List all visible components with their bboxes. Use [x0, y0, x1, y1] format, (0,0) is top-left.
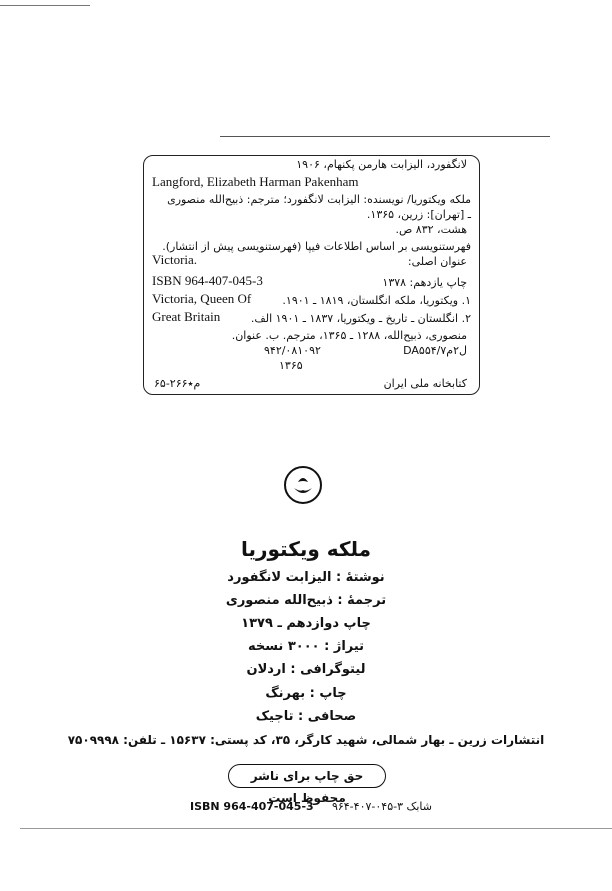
print-run: تیراژ : ۳۰۰۰ نسخه — [247, 639, 365, 654]
card-year: ۱۳۶۵ — [279, 359, 303, 372]
publisher-logo — [284, 466, 322, 504]
card-edition: چاپ یازدهم: ۱۳۷۸ — [382, 276, 467, 289]
translator: ترجمهٔ : ذبیح‌الله منصوری — [225, 593, 387, 608]
divider — [220, 136, 550, 137]
card-library: کتابخانه ملی ایران — [383, 377, 467, 390]
copyright-notice: حق چاپ برای ناشر محفوظ است — [228, 764, 386, 788]
isbn-en: ISBN 964-407-045-3 — [190, 800, 314, 813]
scan-edge — [0, 5, 90, 6]
author: نوشتهٔ : الیزابت لانگفورد — [227, 570, 385, 585]
card-record-no: ۶۵-۲۶۶م٭ — [154, 377, 201, 390]
printing: چاپ : بهرنگ — [265, 686, 347, 701]
isbn-fa: شابک ۳-۰۴۵-۴۰۷-۹۶۴ — [331, 800, 432, 813]
binding: صحافی : تاجیک — [255, 709, 357, 724]
card-subject2-fa: ۲. انگلستان ـ تاریخ ـ ویکتوریا، ۱۸۳۷ ـ ۱۹۰۱ الف. — [250, 312, 471, 325]
card-heading-fa: لانگفورد، الیزابت هارمن پکنهام، ۱۹۰۶ — [296, 158, 467, 171]
card-heading-en: Langford, Elizabeth Harman Pakenham — [152, 174, 359, 189]
lithography: لیتوگرافی : اردلان — [246, 662, 366, 677]
card-isbn: ISBN 964-407-045-3 — [152, 273, 263, 288]
card-subject1-fa: ۱. ویکتوریا، ملکه انگلستان، ۱۸۱۹ ـ ۱۹۰۱. — [282, 294, 471, 307]
card-title-line: ملکه ویکتوریا/ نویسنده: الیزابت لانگفورد؛ مترجم: ذبیح‌الله منصوری — [167, 193, 471, 206]
card-subject1-en: Victoria, Queen Of — [152, 291, 252, 306]
edition: چاپ دوازدهم ـ ۱۳۷۹ — [241, 616, 371, 631]
card-original-title: Victoria. — [152, 252, 198, 267]
card-cip-note: فهرستنویسی بر اساس اطلاعات فیپا (فهرستنویسی پیش از انتشار). — [162, 240, 471, 253]
card-original-title-label: عنوان اصلی: — [407, 255, 467, 268]
publisher-address: انتشارات زرین ـ بهار شمالی، شهید کارگر، ۳۵، کد پستی: ۱۵۶۳۷ ـ تلفن: ۷۵۰۹۹۹۸ — [67, 733, 545, 747]
catalog-card — [143, 155, 480, 395]
book-title: ملکه ویکتوریا — [240, 537, 372, 561]
card-imprint: ـ [تهران]: زرین، ۱۳۶۵. — [366, 208, 471, 221]
card-dewey: ۹۴۲/۰۸۱۰۹۲ — [264, 344, 321, 357]
card-lc-class: DA۵۵۴/ل۲م۷ — [403, 344, 467, 357]
bottom-rule — [20, 828, 612, 829]
card-pages: هشت، ۸۳۲ ص. — [395, 223, 467, 236]
card-subject2-en: Great Britain — [152, 309, 221, 324]
card-added-entries: منصوری، ذبیح‌الله، ۱۲۸۸ ـ ۱۳۶۵، مترجم. ب. عنوان. — [231, 329, 467, 342]
